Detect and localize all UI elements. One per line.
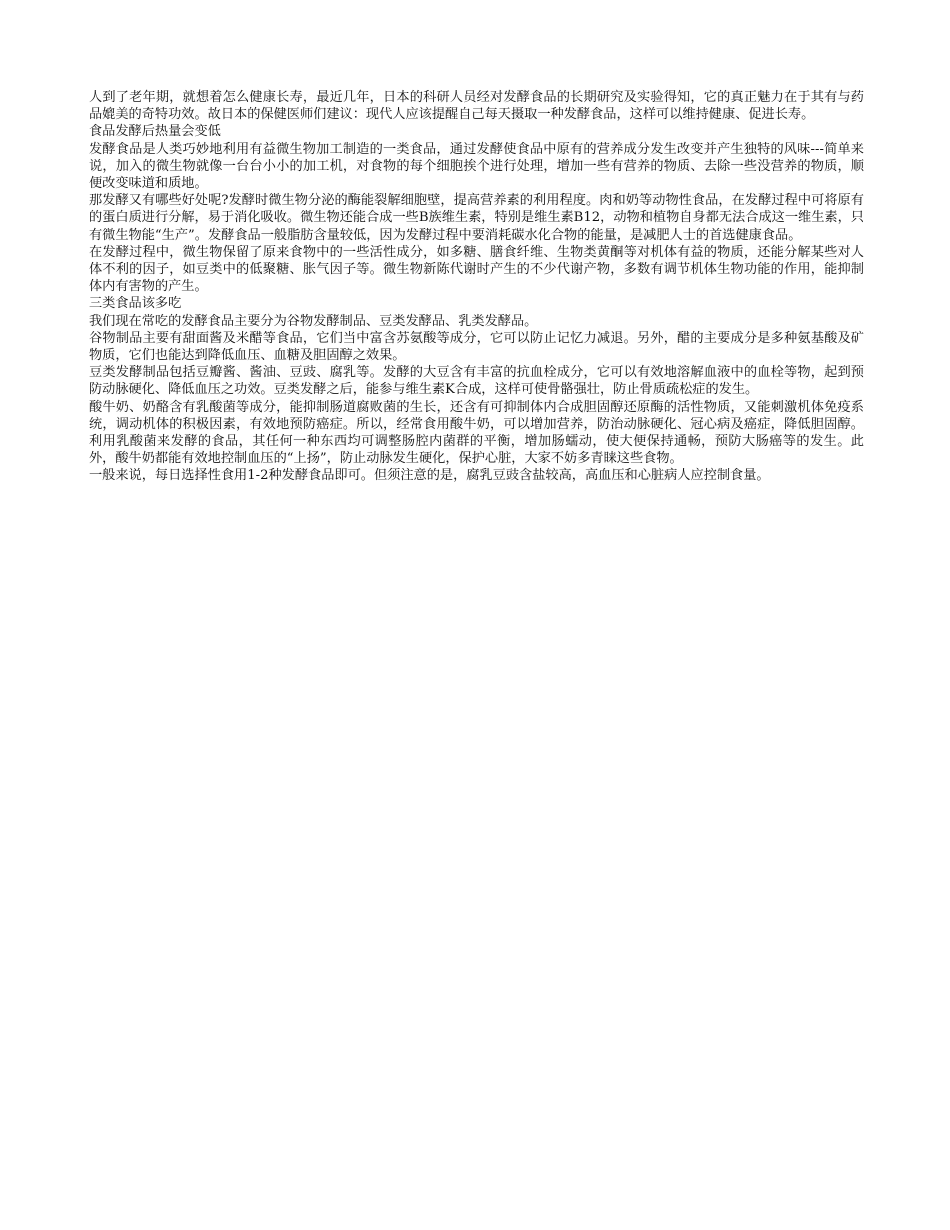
section-heading-calories: 食品发酵后热量会变低 (89, 124, 221, 140)
paragraph-active-ingredients: 在发酵过程中，微生物保留了原来食物中的一些活性成分，如多糖、膳食纤维、生物类黄酮等对机体有益的物质，还能分解某些对人体不利的因子，如豆类中的低聚糖、胀气因子等。微生物新陈代谢时产生的不少代谢产物，多数有调节机体生物功能的作用，能抑制体内有害物的产生。 (89, 244, 864, 295)
paragraph-soy-products: 豆类发酵制品包括豆瓣酱、酱油、豆豉、腐乳等。发酵的大豆含有丰富的抗血栓成分，它可以有效地溶解血液中的血栓等物，起到预防动脉硬化、降低血压之功效。豆类发酵之后，能参与维生素K合成，这样可使骨骼强壮，防止骨质疏松症的发生。 (89, 365, 864, 398)
paragraph-grain-products: 谷物制品主要有甜面酱及米醋等食品，它们当中富含苏氨酸等成分，它可以防止记忆力减退。另外，醋的主要成分是多种氨基酸及矿物质，它们也能达到降低血压、血糖及胆固醇之效果。 (89, 330, 864, 364)
document-body (89, 89, 864, 485)
paragraph-intro: 人到了老年期，就想着怎么健康长寿，最近几年，日本的科研人员经对发酵食品的长期研究及实验得知，它的真正魅力在于其有与药品媲美的奇特功效。故日本的保健医师们建议：现代人应该提醒自己每天摄取一种发酵食品，这样可以维持健康、促进长寿。 (89, 90, 864, 123)
paragraph-benefits: 那发酵又有哪些好处呢?发酵时微生物分泌的酶能裂解细胞壁，提高营养素的利用程度。肉和奶等动物性食品，在发酵过程中可将原有的蛋白质进行分解，易于消化吸收。微生物还能合成一些B族维生素，特别是维生素B12，动物和植物自身都无法合成这一维生素，只有微生物能“生产”。发酵食品一般脂肪含量较低，因为发酵过程中要消耗碳水化合物的能量，是减肥人士的首选健康食品。 (89, 193, 864, 243)
paragraph-categories: 我们现在常吃的发酵食品主要分为谷物发酵制品、豆类发酵品、乳类发酵品。 (89, 313, 538, 329)
paragraph-dairy-products: 酸牛奶、奶酪含有乳酸菌等成分，能抑制肠道腐败菌的生长，还含有可抑制体内合成胆固醇还原酶的活性物质，又能刺激机体免疫系统，调动机体的积极因素，有效地预防癌症。所以，经常食用酸牛奶，可以增加营养，防治动脉硬化、冠心病及癌症，降低胆固醇。利用乳酸菌来发酵的食品，其任何一种东西均可调整肠腔内菌群的平衡，增加肠蠕动，使大便保持通畅，预防大肠癌等的发生。此外，酸牛奶都能有效地控制血压的“上扬”，防止动脉发生硬化，保护心脏，大家不妨多青睐这些食物。 (89, 399, 864, 467)
paragraph-definition: 发酵食品是人类巧妙地利用有益微生物加工制造的一类食品，通过发酵使食品中原有的营养成分发生改变并产生独特的风味---简单来说，加入的微生物就像一台台小小的加工机，对食物的每个细胞挨个进行处理，增加一些有营养的物质、去除一些没营养的物质，顺便改变味道和质地。 (89, 141, 864, 192)
section-heading-three-foods: 三类食品该多吃 (89, 296, 182, 312)
paragraph-daily-advice: 一般来说，每日选择性食用1-2种发酵食品即可。但须注意的是，腐乳豆豉含盐较高，高血压和心脏病人应控制食量。 (89, 468, 770, 484)
